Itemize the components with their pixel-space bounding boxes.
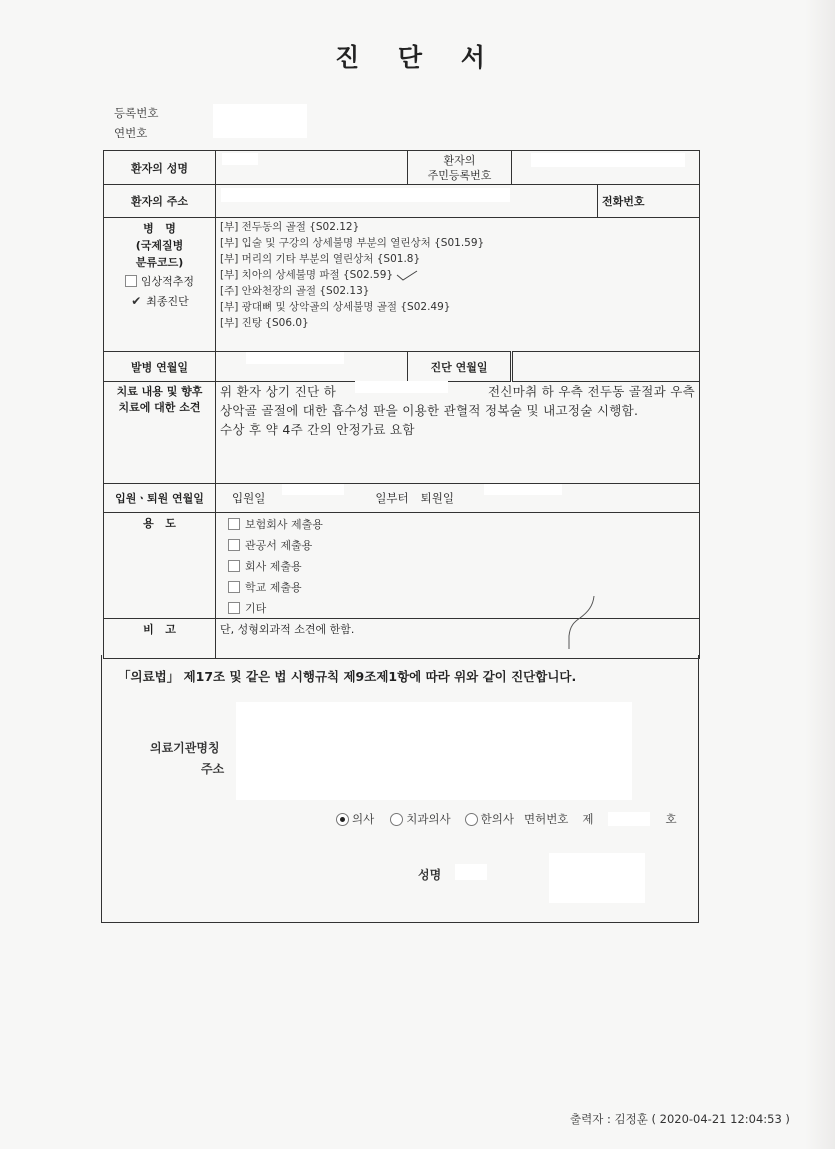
institution-address-label: 주소 — [201, 762, 225, 776]
admission-discharge-value: 입원일 일부터 퇴원일 — [216, 484, 700, 513]
patient-name-label: 환자의 성명 — [104, 151, 216, 185]
diagnosis-item: [부] 머리의 기타 부분의 열린상처 {S01.8} — [220, 253, 421, 265]
admission-discharge-label: 입원ㆍ퇴원 연월일 — [104, 484, 216, 513]
final-diagnosis-checkbox[interactable]: ✔ — [131, 293, 142, 308]
redacted-license-number — [608, 812, 650, 826]
patient-address-label: 환자의 주소 — [104, 185, 216, 218]
handwritten-check-mark — [393, 268, 419, 282]
purpose-label: 용 도 — [104, 513, 216, 619]
purpose-option[interactable]: 보험회사 제출용 — [228, 513, 695, 534]
purpose-option[interactable]: 학교 제출용 — [228, 576, 695, 597]
page-edge-shadow — [805, 0, 835, 1149]
redacted-patient-name — [222, 153, 258, 165]
purpose-options — [216, 513, 700, 619]
purpose-option[interactable]: 회사 제출용 — [228, 555, 695, 576]
diagnosis-date-value[interactable] — [512, 352, 700, 382]
redacted-signature-seal — [549, 853, 645, 903]
remarks-label: 비 고 — [104, 619, 216, 659]
registration-number-label: 등록번호 — [114, 106, 159, 120]
treatment-label: 치료 내용 및 향후 치료에 대한 소견 — [104, 382, 216, 484]
signer-name-label: 성명 — [418, 868, 442, 882]
redacted-patient-id — [531, 153, 685, 167]
diagnosis-label-cell: 병 명 (국제질병 분류코드) 임상적추정 ✔ 최종진단 — [104, 218, 216, 352]
purpose-checkbox — [228, 581, 240, 593]
remarks-value: 단, 성형외과적 소견에 한함. — [216, 619, 700, 659]
diagnosis-item: [부] 전두동의 골절 {S02.12} — [220, 221, 360, 233]
document-title: 진 단 서 — [335, 43, 500, 72]
license-suffix: 호 — [665, 812, 677, 826]
diagnosis-date-label: 진단 연월일 — [408, 352, 512, 382]
diagnosis-item: [부] 입술 및 구강의 상세불명 부분의 열린상처 {S01.59} — [220, 237, 485, 249]
oriental-doctor-radio[interactable] — [465, 813, 478, 826]
license-number-label: 면허번호 — [523, 812, 569, 826]
redacted-admission-date — [282, 484, 344, 495]
treatment-opinion: 위 환자 상기 진단 하 전신마취 하 우측 전두동 골절과 우측 상악골 골절에 대한 흡수성 판을 이용한 관혈적 정복술 및 내고정술 시행함. 수상 후 약 4주 간의 안정가료 요함 — [216, 382, 700, 484]
patient-id-label: 환자의 주민등록번호 — [408, 151, 512, 185]
redacted-institution-info — [236, 702, 632, 800]
legal-statement: 「의료법」 제17조 및 같은 법 시행규칙 제9조제1항에 따라 위와 같이 진단합니다. — [118, 669, 577, 684]
diagnosis-item: [주] 안와천장의 골절 {S02.13} — [220, 285, 370, 297]
phone-label: 전화번호 — [598, 185, 700, 218]
redacted-patient-address — [221, 188, 510, 202]
clinical-estimate-checkbox[interactable] — [125, 275, 137, 287]
purpose-checkbox — [228, 518, 240, 530]
purpose-checkbox — [228, 602, 240, 614]
diagnosis-form-table — [103, 150, 700, 659]
onset-date-label: 발병 연월일 — [104, 352, 216, 382]
diagnosis-item: [부] 치아의 상세불명 파절 {S02.59} — [220, 267, 695, 283]
diagnosis-item: [부] 진탕 {S06.0} — [220, 317, 309, 329]
institution-name-label: 의료기관명칭 — [150, 741, 220, 755]
dentist-radio[interactable] — [390, 813, 403, 826]
handwritten-stroke — [560, 592, 600, 652]
redacted-onset-date — [246, 352, 344, 364]
license-prefix: 제 — [582, 812, 594, 826]
print-footer: 출력자 : 김정훈 ( 2020-04-21 12:04:53 ) — [570, 1112, 790, 1126]
doctor-radio[interactable] — [336, 813, 349, 826]
redacted-registration-number — [213, 104, 307, 138]
serial-number-label: 연번호 — [114, 126, 148, 140]
diagnosis-item: [부] 광대뼈 및 상악골의 상세불명 골절 {S02.49} — [220, 301, 451, 313]
redacted-discharge-date — [484, 484, 562, 495]
redacted-treatment-date — [355, 381, 448, 393]
diagnosis-code-list — [216, 218, 700, 352]
purpose-checkbox — [228, 560, 240, 572]
doctor-type-selector: 의사 치과의사 한의사 면허번호 제 호 — [336, 811, 677, 827]
purpose-checkbox — [228, 539, 240, 551]
purpose-option[interactable]: 관공서 제출용 — [228, 534, 695, 555]
redacted-signer-name — [455, 864, 487, 880]
purpose-option[interactable]: 기타 — [228, 597, 695, 618]
